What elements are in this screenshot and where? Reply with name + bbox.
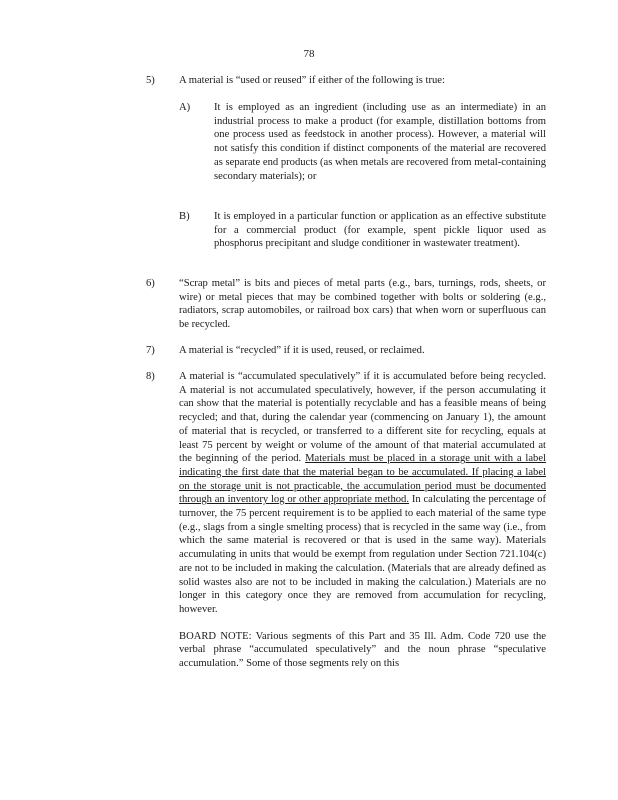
subitem-5b <box>179 210 546 251</box>
subitem-letter: B) <box>179 211 190 222</box>
underlined-text: Materials must be placed in a storage unit with a label indicating the first date that the material began to be accumulated. If placing a label on the storage unit is not practicable, the accumulation period must be documented through an inventory log or other appropriate method. <box>179 453 547 506</box>
item-text: A material is “used or reused” if either of the following is true: <box>179 75 445 86</box>
page-number: 78 <box>303 48 315 60</box>
subitem-text: It is employed in a particular function or application as an effective substitute for a commercial product (for example, spent pickle liquor used as phosphorus precipitant and sludge conditioner in wastewater treatment). <box>214 211 546 250</box>
item-text: “Scrap metal” is bits and pieces of metal parts (e.g., bars, turnings, rods, sheets, or wire) or metal pieces that may be combined together with bolts or soldering (e.g., radiators, scrap automobiles, or railroad box cars) that when worn or superfluous can be recycled. <box>179 278 546 331</box>
item-7 <box>146 344 546 358</box>
item-text <box>179 370 546 617</box>
subitem-5a <box>179 101 546 183</box>
subitem-letter: A) <box>179 102 191 113</box>
text-after: In calculating the percentage of turnover, the 75 percent requirement is to be applied to each material of the same type (e.g., slags from a single smelting process) that is recycled in the same way (i.e., from which the same material is recovered or that is used in the same way). Materials accumulating in units that would be exempt from regulation under Section 721.104(c) are not to be included in making the calculation. (Materials that are already defined as solid wastes also are not to be included in making the calculation.) Materials are no longer in this category once they are removed from accumulation for recycling, however. <box>179 494 546 615</box>
item-number: 6) <box>146 278 155 289</box>
subitem-text: It is employed as an ingredient (including use as an intermediate) in an industrial process to make a product (for example, distillation bottoms from one process used as feedstock in another process). However, a material will not satisfy this condition if distinct components of the material are recovered as separate end products (as when metals are recovered from metal-containing secondary materials); or <box>214 102 546 182</box>
item-number: 8) <box>146 371 155 382</box>
item-8 <box>146 370 546 671</box>
item-6 <box>146 277 546 332</box>
item-5 <box>146 74 546 88</box>
text-before: A material is “accumulated speculatively” if it is accumulated before being recycled. A material is not accumulated speculatively, however, if the person accumulating it can show that the material is potentially recyclable and has a feasible means of being recycled; and that, during the calendar year (commencing on January 1), the amount of material that is recycled, or transferred to a different site for recycling, equals at least 75 percent by weight or volume of the amount of that material accumulated at the beginning of the period. <box>179 371 546 465</box>
item-number: 7) <box>146 345 155 356</box>
board-note: BOARD NOTE: Various segments of this Part and 35 Ill. Adm. Code 720 use the verbal phrase “accumulated speculatively” and the noun phrase “speculative accumulation.” Some of those segments rely on this <box>179 630 546 670</box>
item-number: 5) <box>146 75 155 86</box>
item-text: A material is “recycled” if it is used, reused, or reclaimed. <box>179 345 425 356</box>
